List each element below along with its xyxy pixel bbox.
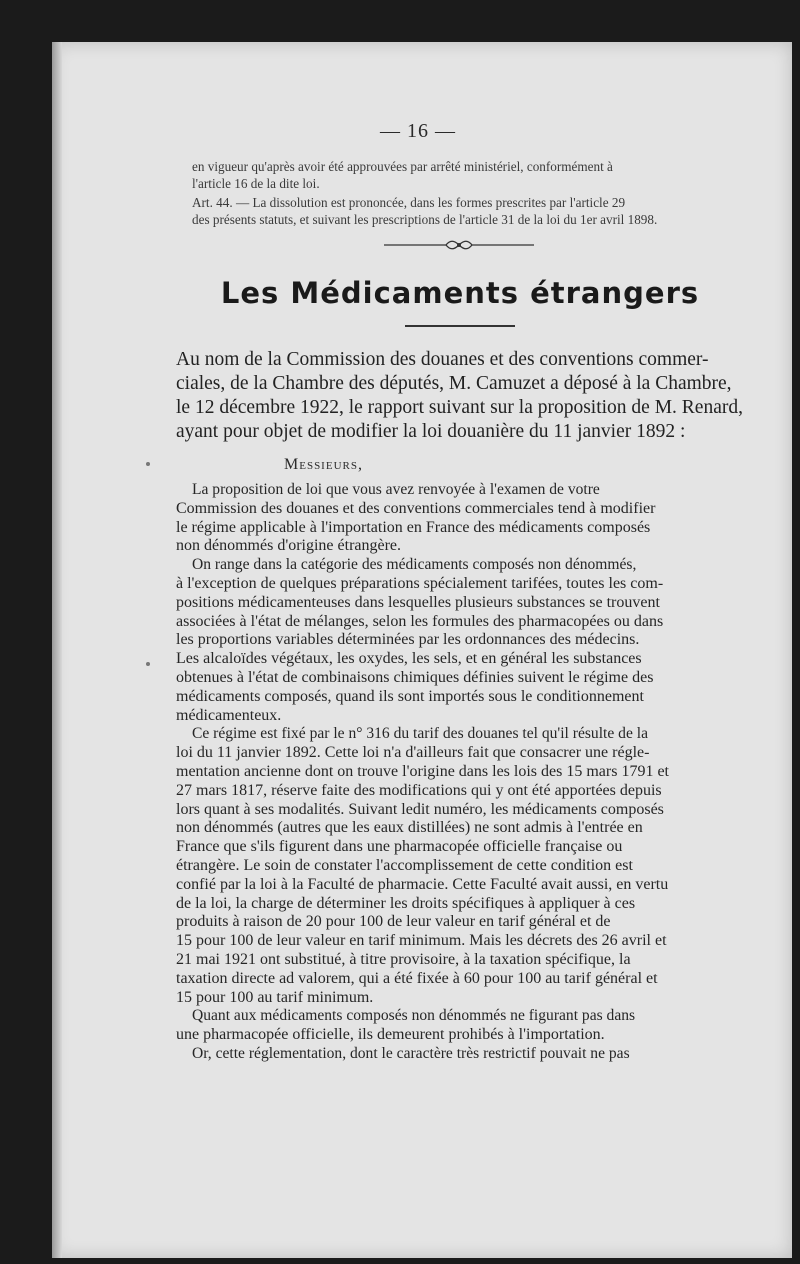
salutation: Messieurs, xyxy=(284,456,363,473)
intro-line: le 12 décembre 1922, le rapport suivant sur la proposition de M. Renard, xyxy=(176,397,743,418)
ink-speck xyxy=(146,662,150,666)
ink-speck xyxy=(146,462,150,466)
ornament-divider xyxy=(384,238,534,252)
body-line: non dénommés (autres que les eaux distillées) ne sont admis à l'entrée en xyxy=(176,819,643,837)
body-line: Les alcaloïdes végétaux, les oxydes, les sels, et en général les substances xyxy=(176,650,642,668)
body-line: On range dans la catégorie des médicaments composés non dénommés, xyxy=(192,556,637,574)
intro-line: ayant pour objet de modifier la loi douanière du 11 janvier 1892 : xyxy=(176,421,686,442)
body-line: Or, cette réglementation, dont le caractère très restrictif pouvait ne pas xyxy=(192,1045,630,1062)
intro-line: Au nom de la Commission des douanes et des conventions commer- xyxy=(176,349,709,370)
body-line: le régime applicable à l'importation en France des médicaments composés xyxy=(176,518,651,536)
body-line: obtenues à l'état de combinaisons chimiques définies suivent le régime des xyxy=(176,669,654,686)
body-line: mentation ancienne dont on trouve l'origine dans les lois des 15 mars 1791 et xyxy=(176,763,669,780)
body-line: 15 pour 100 de leur valeur en tarif minimum. Mais les décrets des 26 avril et xyxy=(176,932,667,950)
body-line: de la loi, la charge de déterminer les droits spécifiques à appliquer à ces xyxy=(176,894,636,912)
body-line: 21 mai 1921 ont substitué, à titre provisoire, à la taxation spécifique, la xyxy=(176,951,631,968)
article-title: Les Médicaments étrangers xyxy=(220,276,700,310)
body-line: positions médicamenteuses dans lesquelles plusieurs substances se trouvent xyxy=(176,593,660,611)
article-44-line: Art. 44. — La dissolution est prononcée, dans les formes prescrites par l'article 29 xyxy=(192,195,626,210)
body-line: les proportions variables déterminées par les ordonnances des médecins. xyxy=(176,631,640,649)
title-underline xyxy=(405,325,515,327)
body-line: 15 pour 100 au tarif minimum. xyxy=(176,988,374,1006)
article-44-line: des présents statuts, et suivant les prescriptions de l'article 31 de la loi du 1er avril 1898. xyxy=(192,212,658,227)
top-paragraph-line: en vigueur qu'après avoir été approuvées par arrêté ministériel, conformément à xyxy=(192,159,613,174)
body-line: non dénommés d'origine étrangère. xyxy=(176,537,402,555)
page-number: — 16 — xyxy=(380,120,456,142)
body-line: taxation directe ad valorem, qui a été fixée à 60 pour 100 au tarif général et xyxy=(176,969,658,987)
body-line: France que s'ils figurent dans une pharmacopée officielle française ou xyxy=(176,838,623,856)
body-line: médicamenteux. xyxy=(176,706,282,724)
top-paragraph-line: l'article 16 de la dite loi. xyxy=(192,176,320,191)
body-line: associées à l'état de mélanges, selon les formules des pharmacopées ou dans xyxy=(176,612,664,630)
body-line: La proposition de loi que vous avez renvoyée à l'examen de votre xyxy=(192,481,600,498)
body-line: étrangère. Le soin de constater l'accomplissement de cette condition est xyxy=(176,857,633,874)
body-line: une pharmacopée officielle, ils demeurent prohibés à l'importation. xyxy=(176,1026,605,1044)
body-line: lors quant à ses modalités. Suivant ledit numéro, les médicaments composés xyxy=(176,800,664,818)
body-line: Commission des douanes et des conventions commerciales tend à modifier xyxy=(176,499,656,517)
body-line: 27 mars 1817, réserve faite des modifications qui y ont été apportées depuis xyxy=(176,781,662,799)
page-binding-edge xyxy=(52,42,62,1258)
intro-line: ciales, de la Chambre des députés, M. Camuzet a déposé à la Chambre, xyxy=(176,373,732,394)
body-line: produits à raison de 20 pour 100 de leur valeur en tarif général et de xyxy=(176,913,611,931)
body-line: à l'exception de quelques préparations spécialement tarifées, toutes les com- xyxy=(176,575,664,592)
body-line: confié par la loi à la Faculté de pharmacie. Cette Faculté avait aussi, en vertu xyxy=(176,875,669,893)
body-line: Quant aux médicaments composés non dénommés ne figurant pas dans xyxy=(192,1007,636,1025)
body-line: loi du 11 janvier 1892. Cette loi n'a d'ailleurs fait que consacrer une régle- xyxy=(176,744,650,762)
body-line: médicaments composés, quand ils sont importés sous le conditionnement xyxy=(176,687,644,705)
body-line: Ce régime est fixé par le n° 316 du tarif des douanes tel qu'il résulte de la xyxy=(192,725,648,743)
